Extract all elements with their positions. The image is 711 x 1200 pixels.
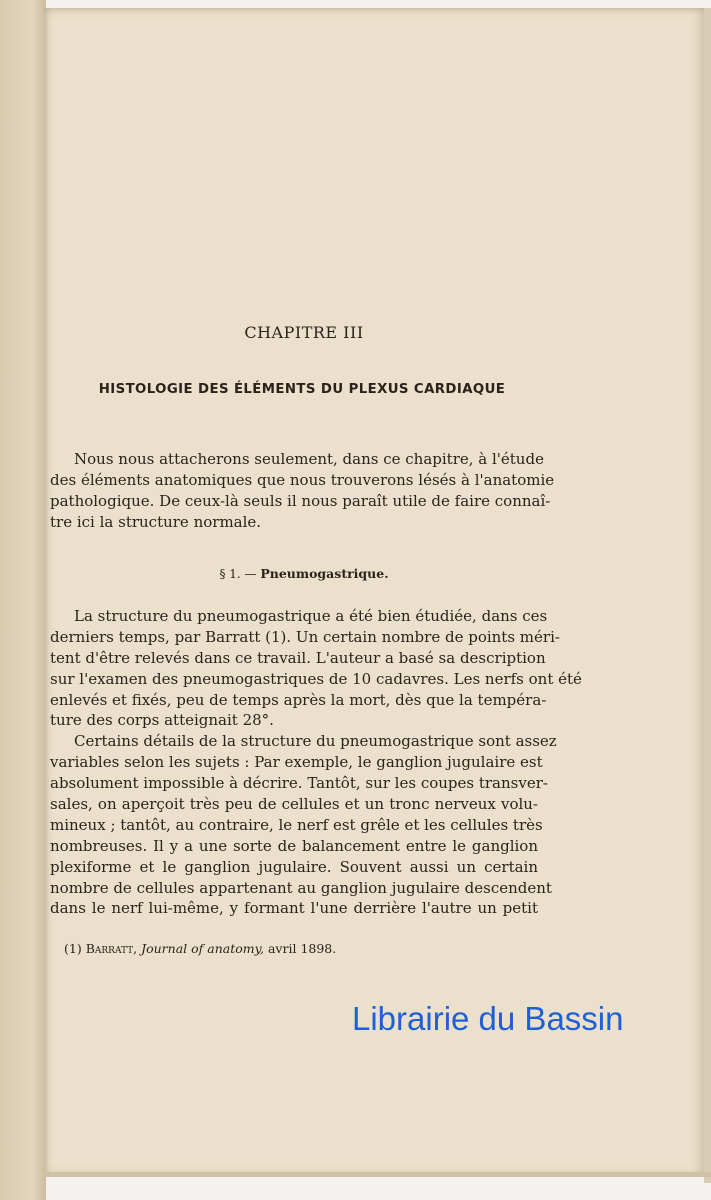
footnote-author: Barratt,	[85, 941, 138, 956]
footnote-journal: Journal of anatomy,	[141, 941, 264, 956]
text-line: sales, on aperçoit très peu de cellules et un tronc nerveux volu-	[50, 795, 538, 814]
footnote	[64, 941, 336, 956]
text-line: La structure du pneumogastrique a été bien étudiée, dans ces	[74, 607, 548, 625]
text-line: dans le nerf lui-même, y formant l'une derrière l'autre un petit	[50, 899, 538, 918]
text-line: derniers temps, par Barratt (1). Un certain nombre de points méri-	[50, 627, 560, 646]
section-heading	[0, 566, 608, 581]
text-line: nombre de cellules appartenant au ganglion jugulaire descendent	[50, 878, 552, 897]
section-number: § 1. —	[219, 567, 257, 581]
text-line: Nous nous attacherons seulement, dans ce chapitre, à l'étude	[74, 450, 544, 468]
text-line: Certains détails de la structure du pneumogastrique sont assez	[74, 732, 557, 751]
chapter-title: HISTOLOGIE DES ÉLÉMENTS DU PLEXUS CARDIAQUE	[98, 382, 506, 397]
text-line: enlevés et fixés, peu de temps après la mort, dès que la tempéra-	[50, 690, 547, 709]
text-line: variables selon les sujets : Par exemple, le ganglion jugulaire est	[50, 753, 543, 772]
text-line: tre ici la structure normale.	[50, 512, 262, 531]
previous-page-edge	[0, 0, 46, 1200]
page-edge-bottom	[44, 1172, 711, 1177]
text-line: mineux ; tantôt, au contraire, le nerf est grêle et les cellules très	[50, 815, 543, 834]
paragraph-1	[50, 606, 582, 919]
text-line: pathologique. De ceux-là seuls il nous paraît utile de faire connaî-	[50, 491, 551, 510]
footnote-date: avril 1898.	[267, 941, 337, 956]
text-line: ture des corps atteignait 28°.	[50, 711, 274, 730]
text-line: sur l'examen des pneumogastriques de 10 cadavres. Les nerfs ont été	[50, 669, 582, 688]
footnote-mark: (1)	[64, 941, 82, 956]
text-line: plexiforme et le ganglion jugulaire. Souvent aussi un certain	[50, 857, 538, 876]
text-line: absolument impossible à décrire. Tantôt, sur les coupes transver-	[50, 774, 548, 793]
chapter-heading: CHAPITRE III	[244, 323, 364, 342]
text-line: nombreuses. Il y a une sorte de balancement entre le ganglion	[50, 836, 538, 855]
page-edge-right	[704, 8, 711, 1183]
text-line: des éléments anatomiques que nous trouverons lésés à l'anatomie	[50, 470, 555, 489]
section-name: Pneumogastrique.	[260, 566, 389, 581]
intro-paragraph	[50, 449, 555, 533]
text-line: tent d'être relevés dans ce travail. L'auteur a basé sa description	[50, 648, 546, 667]
watermark: Librairie du Bassin	[352, 1000, 624, 1037]
